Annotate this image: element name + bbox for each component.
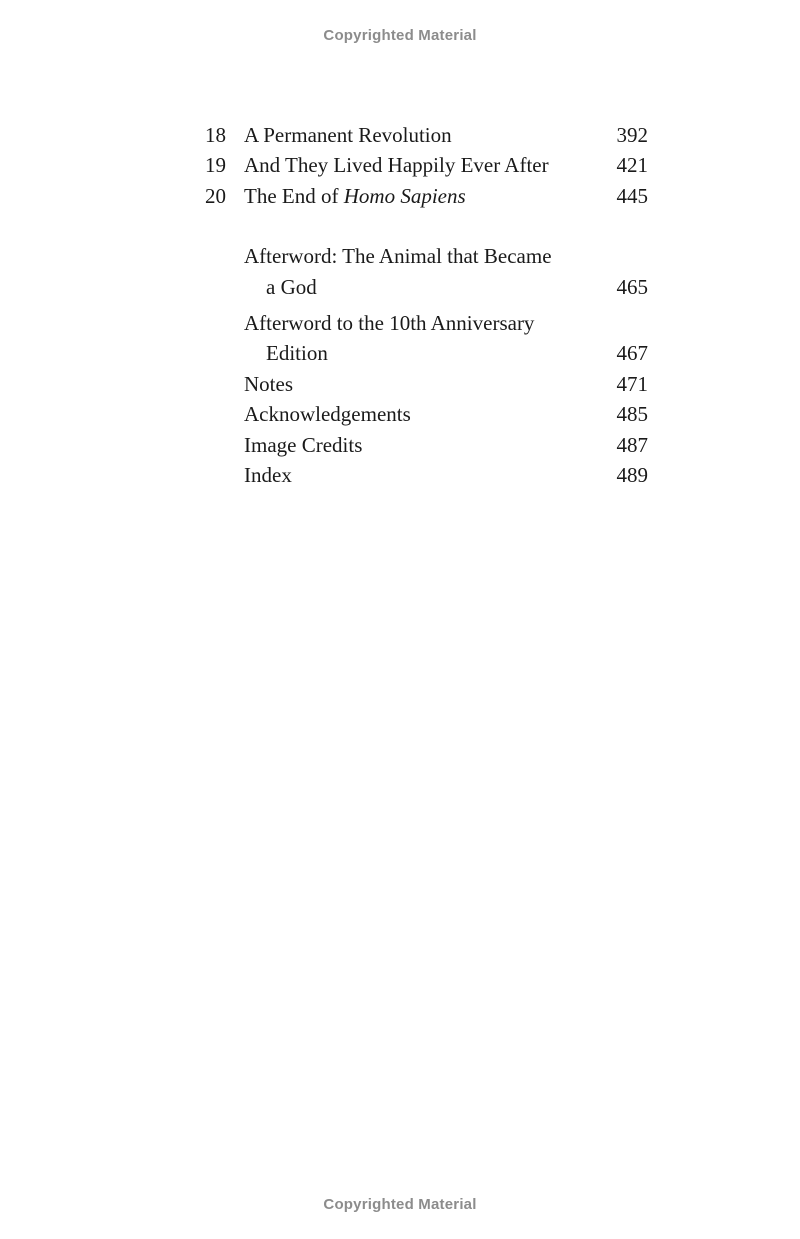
page-number: 487 — [616, 432, 648, 457]
page-number: 421 — [616, 153, 648, 178]
chapter-title-italic: Homo Sapiens — [343, 183, 466, 208]
chapter-title-prefix: The End of — [244, 183, 344, 208]
entry-title-line1: Afterword to the 10th Anniversary — [244, 310, 535, 335]
page-number: 445 — [616, 183, 648, 208]
page-number: 465 — [616, 274, 648, 299]
toc-entry-chapter-18[interactable] — [196, 120, 648, 150]
toc-entry-index[interactable] — [196, 460, 648, 490]
page-number: 471 — [616, 371, 648, 396]
chapter-title: A Permanent Revolution — [244, 123, 452, 147]
entry-title: Notes — [244, 371, 293, 396]
toc-entry-chapter-19[interactable] — [196, 150, 648, 180]
entry-title-line2: a God — [266, 274, 317, 299]
chapter-title — [244, 181, 466, 211]
chapter-number: 20 — [205, 183, 226, 208]
toc-entry-chapter-20[interactable] — [196, 181, 648, 211]
entry-title-line2: Edition — [266, 341, 328, 366]
table-of-contents — [196, 120, 648, 490]
page-number: 467 — [616, 341, 648, 366]
toc-entry-notes[interactable] — [196, 369, 648, 399]
chapter-number: 19 — [205, 153, 226, 178]
page-number: 489 — [616, 462, 648, 487]
copyright-watermark-top: Copyrighted Material — [323, 27, 477, 44]
entry-title: Image Credits — [244, 432, 363, 457]
chapter-number: 18 — [205, 123, 226, 147]
toc-entry-afterword-anniversary[interactable] — [196, 308, 648, 369]
section-spacer — [196, 211, 648, 241]
toc-entry-image-credits[interactable] — [196, 430, 648, 460]
toc-entry-acknowledgements[interactable] — [196, 399, 648, 429]
entry-title: Index — [244, 462, 292, 487]
toc-entry-afterword-animal[interactable] — [196, 241, 648, 302]
page-number: 485 — [616, 402, 648, 427]
page-number: 392 — [616, 123, 648, 147]
entry-title-line1: Afterword: The Animal that Became — [244, 244, 552, 269]
chapter-title: And They Lived Happily Ever After — [244, 153, 549, 178]
copyright-watermark-bottom: Copyrighted Material — [323, 1196, 477, 1213]
entry-title: Acknowledgements — [244, 402, 411, 427]
